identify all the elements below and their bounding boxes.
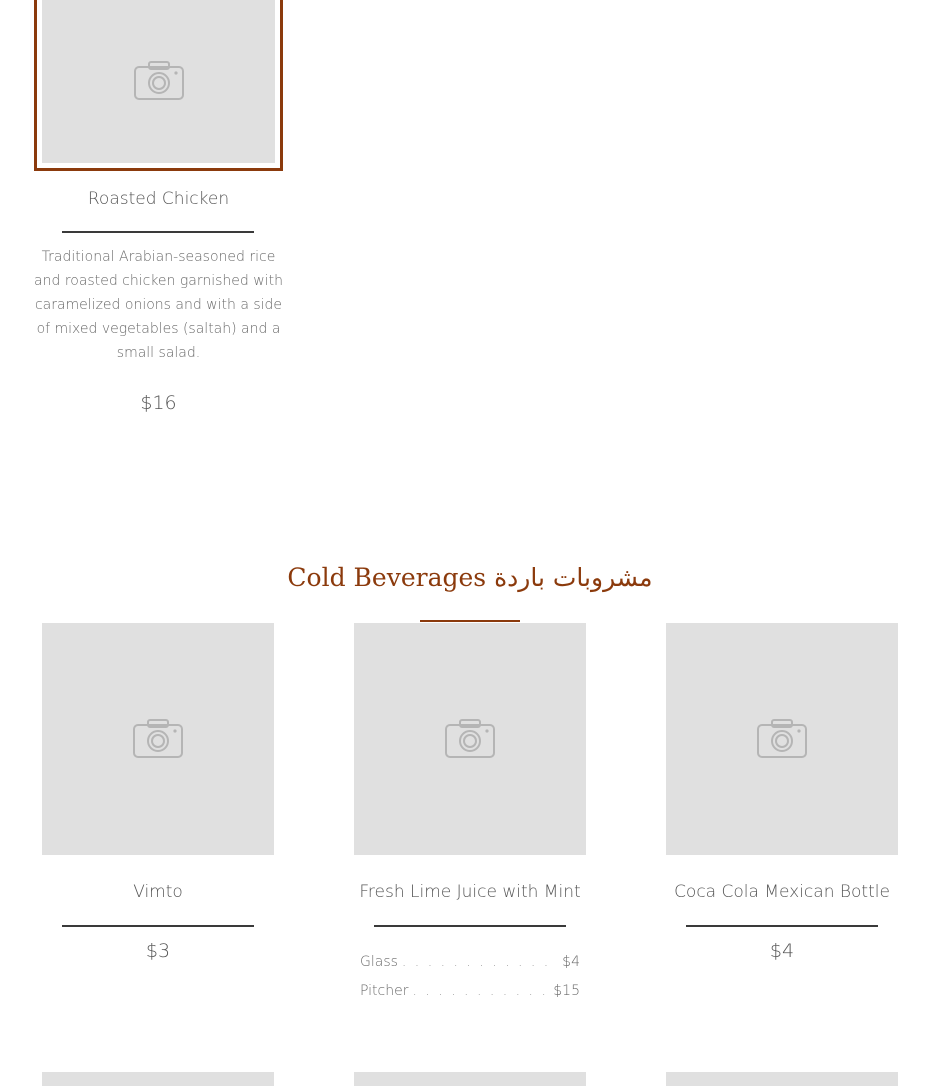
item-image-placeholder[interactable] xyxy=(666,1072,898,1086)
item-image-placeholder[interactable] xyxy=(34,0,283,171)
item-divider xyxy=(374,925,566,927)
item-image-placeholder[interactable] xyxy=(42,1072,274,1086)
menu-item-coca-cola[interactable] xyxy=(666,623,898,983)
item-divider xyxy=(62,925,254,927)
item-price: $16 xyxy=(140,392,177,414)
variant-price: $4 xyxy=(562,954,580,970)
item-divider xyxy=(62,231,254,233)
camera-icon xyxy=(132,717,184,761)
item-image-placeholder[interactable] xyxy=(354,623,586,855)
menu-item-fresh-lime-juice[interactable] xyxy=(354,623,586,1013)
variant-row-pitcher xyxy=(360,977,580,1006)
item-image-placeholder[interactable] xyxy=(42,623,274,855)
item-name: Fresh Lime Juice with Mint xyxy=(359,882,581,902)
item-price: $4 xyxy=(769,940,795,962)
variant-label: Pitcher xyxy=(360,983,409,999)
item-description: Traditional Arabian-seasoned rice and roasted chicken garnished with caramelized onions and with a side of mixed vegetables (saltah) and a small salad. xyxy=(34,249,283,361)
variant-price: $15 xyxy=(553,983,580,999)
camera-icon xyxy=(133,59,185,103)
item-name: Vimto xyxy=(133,882,183,902)
section-title-cold-beverages: Cold Beverages مشروبات باردة xyxy=(287,563,653,592)
menu-item-vimto[interactable] xyxy=(42,623,274,983)
dot-leader xyxy=(412,977,549,1006)
item-image-placeholder[interactable] xyxy=(666,623,898,855)
item-divider xyxy=(686,925,878,927)
item-image-placeholder[interactable] xyxy=(354,1072,586,1086)
item-name: Roasted Chicken xyxy=(87,189,230,209)
item-price: $3 xyxy=(145,940,171,962)
item-name: Coca Cola Mexican Bottle xyxy=(674,882,890,902)
variant-label: Glass xyxy=(360,954,398,970)
variant-row-glass xyxy=(360,948,580,977)
camera-icon xyxy=(756,717,808,761)
variant-list xyxy=(360,948,580,1006)
menu-item-roasted-chicken[interactable] xyxy=(34,0,283,430)
camera-icon xyxy=(444,717,496,761)
section-title-underline xyxy=(420,620,520,622)
dot-leader xyxy=(402,948,558,977)
